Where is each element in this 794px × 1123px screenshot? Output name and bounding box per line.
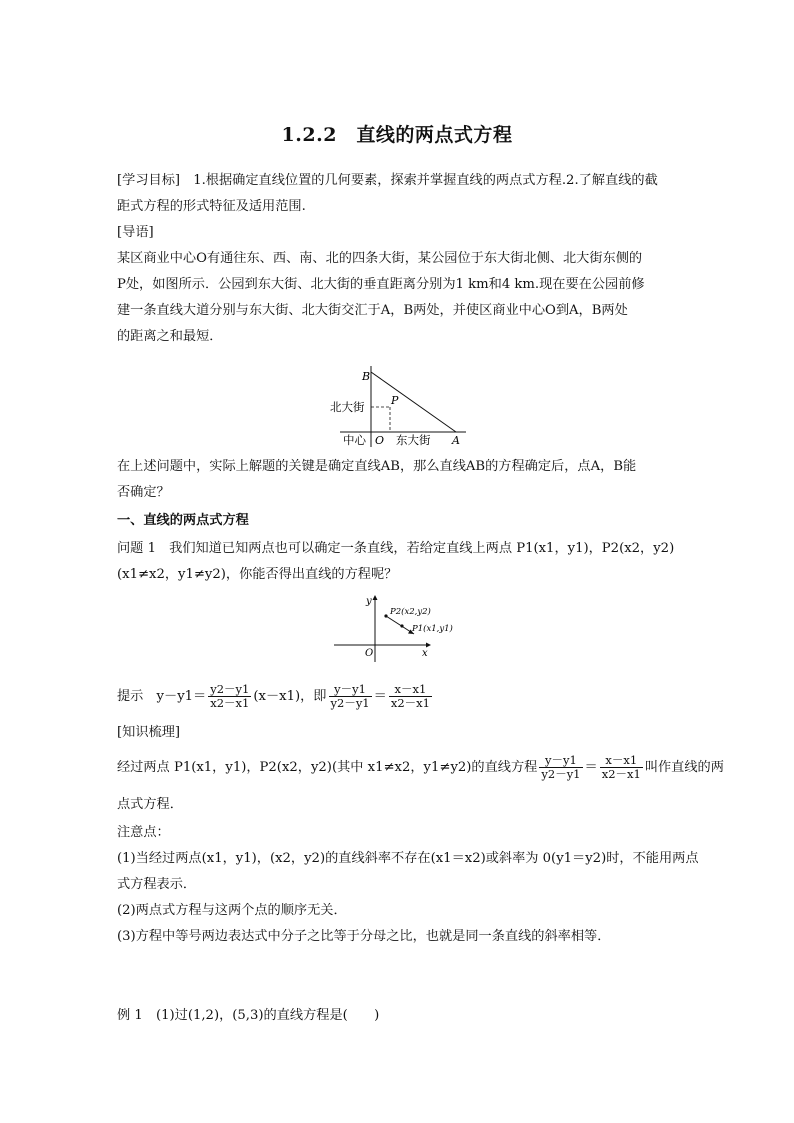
knowledge-line-1 xyxy=(117,748,724,788)
knowledge-suffix: 叫作直线的两 xyxy=(644,760,724,775)
guide-line-3: 建一条直线大道分别与东大街、北大街交汇于A，B两处，并使区商业中心O到A，B两处 xyxy=(117,303,628,318)
knowledge-frac-b-den: x2－x1 xyxy=(601,767,641,781)
note-1-line-1: (1)当经过两点(x1，y1)，(x2，y2)的直线斜率不存在(x1＝x2)或斜率为 0(y1＝y2)时，不能用两点 xyxy=(117,851,699,866)
label-p1: P1(x1,y1) xyxy=(412,624,453,634)
problem1-line-1: 问题 1 我们知道已知两点也可以确定一条直线，若给定直线上两点 P1(x1，y1)，P2(x2，y2) xyxy=(117,541,675,556)
guide-line-2: P处，如图所示．公园到东大街、北大街的垂直距离分别为1 km和4 km.现在要在公园前修 xyxy=(117,277,645,292)
street-diagram xyxy=(328,362,472,450)
knowledge-frac-a-num: y－y1 xyxy=(539,754,582,768)
knowledge-fraction-b xyxy=(600,754,643,781)
question-line-1: 在上述问题中，实际上解题的关键是确定直线AB，那么直线AB的方程确定后，点A，B能 xyxy=(117,459,637,474)
hint-frac2-den: y2－y1 xyxy=(330,696,370,710)
label-east-street: 东大街 xyxy=(396,433,431,447)
section-heading: 一、直线的两点式方程 xyxy=(117,513,249,528)
knowledge-fraction-a xyxy=(539,754,582,781)
knowledge-heading: [知识梳理] xyxy=(117,725,181,740)
label-b: B xyxy=(362,370,371,383)
label-y: y xyxy=(366,596,372,607)
hint-frac1-den: x2－x1 xyxy=(210,696,250,710)
guide-line-4: 的距离之和最短． xyxy=(117,329,223,344)
problem1-line-2: (x1≠x2，y1≠y2)，你能否得出直线的方程呢？ xyxy=(117,567,398,582)
label-x: x xyxy=(422,648,428,659)
guide-line-1: 某区商业中心O有通往东、西、南、北的四条大街，某公园位于东大街北侧、北大街东侧的 xyxy=(117,251,643,266)
knowledge-line-2: 点式方程． xyxy=(117,797,183,812)
label-center: 中心 xyxy=(343,433,366,447)
label-o: O xyxy=(365,648,374,659)
notes-heading: 注意点： xyxy=(117,825,170,840)
label-p2: P2(x2,y2) xyxy=(390,607,431,617)
question-line-2: 否确定？ xyxy=(117,485,170,500)
objectives-line-1: [学习目标] 1.根据确定直线位置的几何要素，探索并掌握直线的两点式方程.2.了解直线的截 xyxy=(117,173,658,188)
hint-line xyxy=(117,678,680,716)
label-a: A xyxy=(452,434,460,447)
hint-fraction-2 xyxy=(329,683,372,710)
knowledge-frac-b-num: x－x1 xyxy=(600,754,643,768)
coordinate-diagram xyxy=(332,592,462,666)
page-title: 1.2.2 直线的两点式方程 xyxy=(281,124,513,146)
knowledge-prefix: 经过两点 P1(x1，y1)，P2(x2，y2)(其中 x1≠x2，y1≠y2)的直线方程 xyxy=(117,760,538,775)
example-1: 例 1 (1)过(1,2)，(5,3)的直线方程是( ) xyxy=(117,1008,380,1023)
hint-frac1-num: y2－y1 xyxy=(210,682,250,696)
note-3: (3)方程中等号两边表达式中分子之比等于分母之比，也就是同一条直线的斜率相等． xyxy=(117,929,611,944)
label-o: O xyxy=(375,434,385,447)
label-north-street: 北大街 xyxy=(330,400,365,414)
hint-frac3-den: x2－x1 xyxy=(390,696,430,710)
note-1-line-2: 式方程表示． xyxy=(117,877,197,892)
hint-frac3-num: x－x1 xyxy=(389,683,432,697)
knowledge-frac-a-den: y2－y1 xyxy=(541,767,581,781)
hint-mid: (x－x1)，即 xyxy=(253,689,327,704)
hint-fraction-3 xyxy=(389,683,432,710)
guide-heading: [导语] xyxy=(117,225,154,240)
hint-frac2-num: y－y1 xyxy=(329,683,372,697)
line-ab xyxy=(371,372,456,432)
objectives-line-2: 距式方程的形式特征及适用范围. xyxy=(117,199,306,214)
hint-prefix: 提示 y－y1＝ xyxy=(117,689,207,704)
hint-equals: ＝ xyxy=(373,689,387,704)
hint-fraction-1 xyxy=(208,683,251,710)
note-2: (2)两点式方程与这两个点的顺序无关． xyxy=(117,903,347,918)
label-p: P xyxy=(391,394,399,407)
knowledge-equals: ＝ xyxy=(584,760,598,775)
